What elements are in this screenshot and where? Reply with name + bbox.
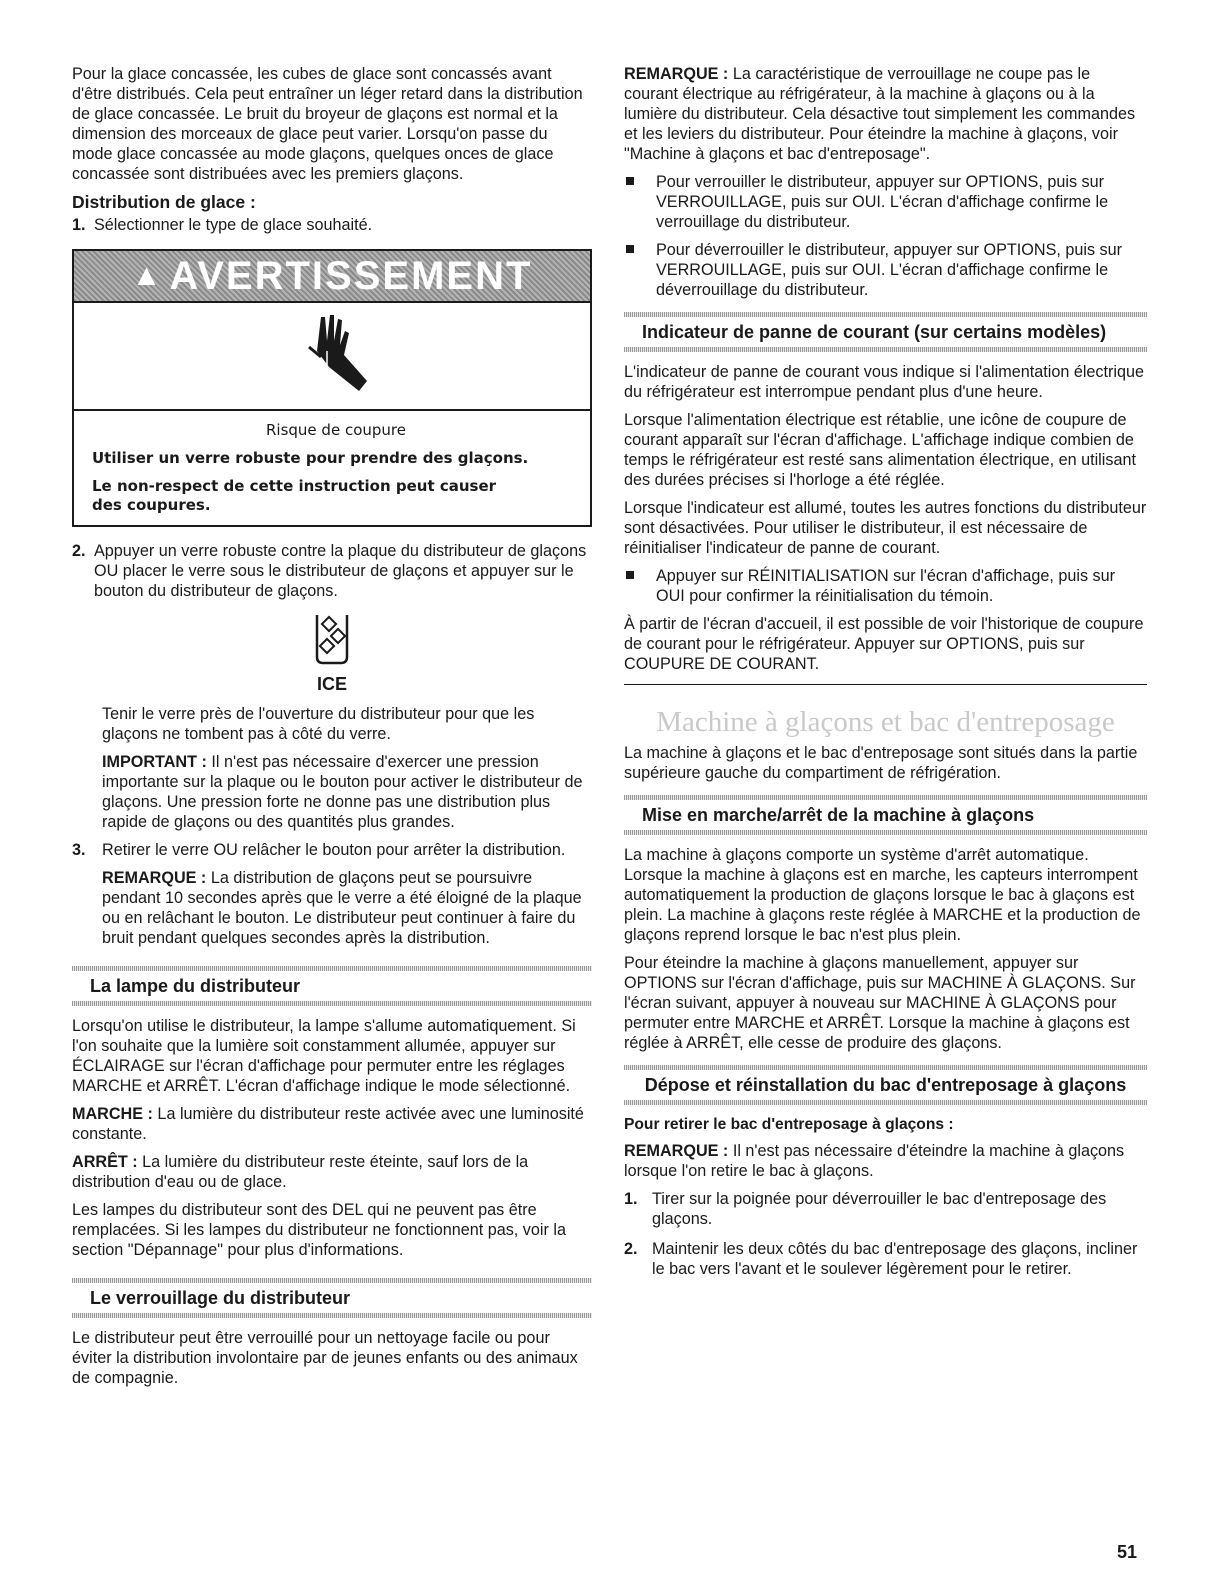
square-bullet-icon (626, 571, 634, 579)
dispense-steps-cont (72, 541, 592, 601)
ice-icon (309, 611, 355, 667)
dotted-rule (624, 830, 1147, 835)
step-1 (72, 215, 592, 235)
section-header-power-outage (624, 312, 1147, 352)
marche-text: La lumière du distributeur reste activée avec une luminosité constante. (72, 1105, 584, 1143)
square-bullet-icon (626, 245, 634, 253)
dotted-rule (72, 1313, 592, 1318)
power-paragraph-4: À partir de l'écran d'accueil, il est possible de voir l'historique de coupure de courant pour le réfrigérateur. Appuyer sur OPTIONS, puis sur COUPURE DE COURANT. (624, 615, 1144, 673)
step-2-details (72, 704, 592, 832)
step-number: 2. (72, 542, 86, 560)
section-header-bin (624, 1065, 1147, 1105)
step-text: Retirer le verre OU relâcher le bouton pour arrêter la distribution. (102, 841, 566, 859)
lock-paragraph-1: Le distributeur peut être verrouillé pour un nettoyage facile ou pour éviter la distribution involontaire par de jeunes enfants ou des animaux de compagnie. (72, 1329, 578, 1387)
bullet-unlock (624, 240, 1147, 300)
ice-label: ICE (316, 674, 347, 694)
lamp-paragraph-1: Lorsqu'on utilise le distributeur, la lampe s'allume automatiquement. Si l'on souhaite que la lumière soit constamment allumée, appuyer sur ÉCLAIRAGE sur l'écran d'affichage pour permuter entre les réglages MARCHE et ARRÊT. L'écran d'affichage indique le mode sélectionné. (72, 1017, 576, 1095)
bullet-text: Pour déverrouiller le distributeur, appuyer sur OPTIONS, puis sur VERROUILLAGE, puis sur OUI. L'écran d'affichage confirme le déverrouillage du distributeur. (656, 241, 1123, 299)
section-header-on-off (624, 795, 1147, 835)
on-off-heading: Mise en marche/arrêt de la machine à glaçons (642, 805, 1035, 825)
warning-triangle-icon: ▲ (131, 259, 162, 292)
ice-dispensing-heading: Distribution de glace : (72, 192, 256, 212)
dispense-steps (72, 215, 592, 235)
ice-button-illustration (72, 611, 592, 694)
cut-hand-icon (74, 303, 590, 411)
important-text: Il n'est pas nécessaire d'exercer une pression importante sur la plaque ou le bouton pour activer le distributeur de glaçons. Une pression forte ne donne pas une distribution plus rapide de glaçons ou des quantités plus grandes. (102, 753, 583, 831)
note-label: REMARQUE : (624, 1142, 729, 1160)
lamp-arret (72, 1152, 592, 1192)
dotted-rule (72, 1001, 592, 1006)
lock-heading: Le verrouillage du distributeur (90, 1288, 351, 1308)
section-header-lock (72, 1278, 592, 1318)
page-number: 51 (1117, 1542, 1138, 1562)
step-text: Appuyer un verre robuste contre la plaque du distributeur de glaçons OU placer le verre sous le distributeur de glaçons et appuyer sur le bouton du distributeur de glaçons. (94, 542, 587, 600)
lamp-marche (72, 1104, 592, 1144)
bullet-text: Pour verrouiller le distributeur, appuyer sur OPTIONS, puis sur VERROUILLAGE, puis sur OUI. L'écran d'affichage confirme le verrouillage du distributeur. (656, 173, 1109, 231)
dotted-rule (624, 347, 1147, 352)
warning-line-2: Le non-respect de cette instruction peut causer des coupures. (92, 477, 497, 514)
warning-body (74, 411, 590, 525)
bin-note (624, 1141, 1147, 1181)
lock-note (624, 64, 1147, 164)
lock-bullets (624, 172, 1147, 300)
warning-title: AVERTISSEMENT (169, 254, 533, 298)
on-off-paragraph-1: La machine à glaçons comporte un système d'arrêt automatique. Lorsque la machine à glaçons est en marche, les capteurs interrompent automatiquement la production de glaçons lorsque le bac à glaçons est plein. La machine à glaçons reste réglée à MARCHE et la production de glaçons reprend lorsque le bac n'est plus plein. (624, 846, 1141, 944)
step-number: 2. (624, 1240, 638, 1258)
bullet-lock (624, 172, 1147, 232)
left-column (72, 64, 592, 1396)
power-outage-heading: Indicateur de panne de courant (sur certains modèles) (642, 322, 1107, 342)
important-label: IMPORTANT : (102, 753, 207, 771)
step-3 (72, 840, 592, 948)
step-text: Maintenir les deux côtés du bac d'entreposage des glaçons, incliner le bac vers l'avant et le soulever légèrement pour le retirer. (652, 1240, 1138, 1278)
note-text: La caractéristique de verrouillage ne coupe pas le courant électrique au réfrigérateur, à la machine à glaçons ou à la lumière du distributeur. Cela désactive tout simplement les commandes et les leviers du distributeur. Pour éteindre la machine à glaçons, voir "Machine à glaçons et bac d'entreposage". (624, 65, 1136, 163)
warning-box (72, 249, 592, 527)
reset-bullets (624, 566, 1147, 606)
bullet-reset (624, 566, 1147, 606)
step-text: Sélectionner le type de glace souhaité. (94, 216, 373, 234)
square-bullet-icon (626, 177, 634, 185)
arret-text: La lumière du distributeur reste éteinte, sauf lors de la distribution d'eau ou de glace. (72, 1153, 529, 1191)
step-number: 1. (624, 1190, 638, 1208)
important-note (102, 752, 592, 832)
section-header-lamp (72, 966, 592, 1006)
warning-header (74, 251, 590, 303)
dotted-rule (624, 1100, 1147, 1105)
on-off-paragraph-2: Pour éteindre la machine à glaçons manuellement, appuyer sur OPTIONS sur l'écran d'affichage, puis sur MACHINE À GLAÇONS. Sur l'écran suivant, appuyer à nouveau sur MACHINE À GLAÇONS pour permuter entre MARCHE et ARRÊT. Lorsque la machine à glaçons est réglée à ARRÊT, elle cesse de produire des glaçons. (624, 954, 1136, 1052)
step-text: Tirer sur la poignée pour déverrouiller le bac d'entreposage des glaçons. (652, 1190, 1107, 1228)
step-number: 1. (72, 216, 86, 234)
step-3-note (102, 868, 592, 948)
power-paragraph-2: Lorsque l'alimentation électrique est rétablie, une icône de coupure de courant apparaît sur l'écran d'affichage. L'affichage indique combien de temps le réfrigérateur est resté sans alimentation électrique, en utilisant des durées précises si l'horloge a été réglée. (624, 411, 1136, 489)
lamp-paragraph-2: Les lampes du distributeur sont des DEL qui ne peuvent pas être remplacées. Si les lampes du distributeur ne fonctionnent pas, voir la section "Dépannage" pour plus d'informations. (72, 1201, 566, 1259)
hold-glass-text: Tenir le verre près de l'ouverture du distributeur pour que les glaçons ne tombent pas à côté du verre. (102, 705, 535, 743)
intro-paragraph: Pour la glace concassée, les cubes de glace sont concassés avant d'être distribués. Cela peut entraîner un léger retard dans la distribution de glace concassée. Le bruit du broyeur de glaçons est normal et la dimension des morceaux de glace peut varier. Lorsqu'on passe du mode glace concassée au mode glaçons, quelques onces de glace concassée sont distribuées avec les premiers glaçons. (72, 65, 583, 183)
step-2 (72, 541, 592, 601)
arret-label: ARRÊT : (72, 1153, 138, 1171)
bullet-text: Appuyer sur RÉINITIALISATION sur l'écran d'affichage, puis sur OUI pour confirmer la réinitialisation du témoin. (656, 567, 1116, 605)
remove-bin-subheading: Pour retirer le bac d'entreposage à glaçons : (624, 1116, 954, 1133)
icemaker-section-title: Machine à glaçons et bac d'entreposage (624, 684, 1147, 739)
note-label: REMARQUE : (102, 869, 207, 887)
power-paragraph-3: Lorsque l'indicateur est allumé, toutes les autres fonctions du distributeur sont désactivées. Pour utiliser le distributeur, il est nécessaire de réinitialiser l'indicateur de panne de courant. (624, 499, 1147, 557)
note-text: Il n'est pas nécessaire d'éteindre la machine à glaçons lorsque l'on retire le bac à glaçons. (624, 1142, 1125, 1180)
remove-bin-steps (624, 1189, 1147, 1279)
lamp-heading: La lampe du distributeur (90, 976, 301, 996)
dispense-steps-cont-2 (72, 840, 592, 948)
note-text: La distribution de glaçons peut se poursuivre pendant 10 secondes après que le verre a été éloigné de la plaque ou en relâchant le bouton. Le distributeur peut continuer à faire du bruit pendant quelques secondes après la distribution. (102, 869, 582, 947)
step-number: 3. (72, 841, 86, 859)
warning-risk: Risque de coupure (266, 421, 406, 439)
power-paragraph-1: L'indicateur de panne de courant vous indique si l'alimentation électrique du réfrigérateur est interrompue pendant plus d'une heure. (624, 363, 1145, 401)
remove-step-2 (624, 1239, 1147, 1279)
bin-heading: Dépose et réinstallation du bac d'entreposage à glaçons (644, 1075, 1127, 1095)
marche-label: MARCHE : (72, 1105, 153, 1123)
remove-step-1 (624, 1189, 1147, 1229)
note-label: REMARQUE : (624, 65, 729, 83)
warning-line-1: Utiliser un verre robuste pour prendre des glaçons. (92, 449, 529, 467)
icemaker-paragraph-1: La machine à glaçons et le bac d'entreposage sont situés dans la partie supérieure gauche du compartiment de réfrigération. (624, 744, 1138, 782)
right-column (624, 64, 1147, 1289)
